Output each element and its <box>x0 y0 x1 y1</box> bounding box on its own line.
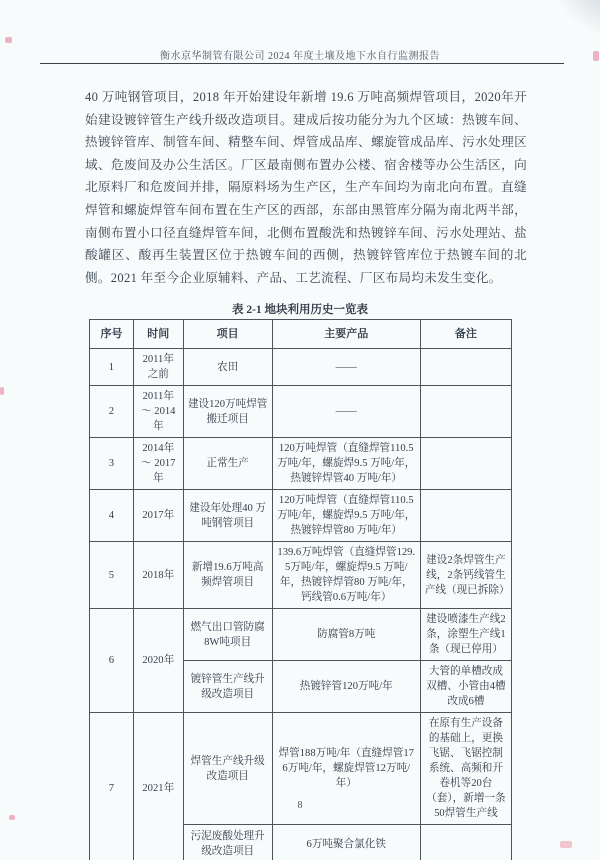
cell-note: 建设喷漆生产线2条，涂塑生产线1条（现已停用） <box>420 609 511 661</box>
cell-note <box>420 349 511 386</box>
column-header-product: 主要产品 <box>272 320 420 349</box>
cell-note <box>420 490 511 542</box>
cell-project: 焊管生产线升级改造项目 <box>183 713 272 825</box>
cell-project: 污泥废酸处理升级改造项目 <box>183 825 272 860</box>
header-divider <box>40 63 564 64</box>
table-row <box>90 349 512 386</box>
cell-no: 1 <box>90 349 134 386</box>
cell-note <box>420 386 511 438</box>
cell-time: 2021年 <box>133 713 183 860</box>
cell-project: 燃气出口管防腐 8W吨项目 <box>183 609 272 661</box>
cell-project: 新增19.6万吨高频焊管项目 <box>183 542 272 609</box>
scan-artifact <box>5 37 12 43</box>
land-use-history-table <box>89 319 512 860</box>
scan-artifact <box>560 841 572 848</box>
cell-product: 120万吨焊管（直缝焊管110.5万吨/年，螺旋焊9.5 万吨/年，热镀锌焊管40 万吨/年） <box>272 438 420 490</box>
table-row <box>90 542 512 609</box>
cell-product: 焊管188万吨/年（直缝焊管176万吨/年，螺旋焊管12万吨/年） <box>272 713 420 825</box>
cell-product: —— <box>272 349 420 386</box>
column-header-note: 备注 <box>420 320 511 349</box>
table-row <box>90 609 512 661</box>
column-header-project: 项目 <box>183 320 272 349</box>
cell-no: 2 <box>90 386 134 438</box>
scan-smudge <box>548 0 600 42</box>
cell-time: 2011年～ 2014年 <box>133 386 183 438</box>
cell-project: 正常生产 <box>183 438 272 490</box>
cell-project: 镀锌管生产线升级改造项目 <box>183 661 272 713</box>
cell-product: 139.6万吨焊管（直缝焊管129.5万吨/年，螺旋焊9.5 万吨/年，热镀锌焊管80 万吨/年，钙线管0.6万吨/年） <box>272 542 420 609</box>
cell-note: 大管的单槽改成双槽、小管由4槽改成6槽 <box>420 661 511 713</box>
cell-project: 建设120万吨焊管 搬迁项目 <box>183 386 272 438</box>
table-header-row <box>90 320 512 349</box>
scan-artifact <box>0 387 4 395</box>
cell-product: 6万吨聚合氯化铁 <box>272 825 420 860</box>
cell-product: 热镀锌管120万吨/年 <box>272 661 420 713</box>
cell-product: 120万吨焊管（直缝焊管110.5万吨/年，螺旋焊9.5 万吨/年，热镀锌焊管80 万吨/年） <box>272 490 420 542</box>
table-caption: 表 2-1 地块利用历史一览表 <box>231 304 369 316</box>
cell-product: 防腐管8万吨 <box>272 609 420 661</box>
report-header-title: 衡水京华制管有限公司 2024 年度土壤及地下水自行监测报告 <box>160 51 440 62</box>
cell-product: —— <box>272 386 420 438</box>
scan-artifact <box>9 815 15 820</box>
cell-time: 2011年之前 <box>133 349 183 386</box>
cell-no: 5 <box>90 542 134 609</box>
cell-note: 在原有生产设备的基础上，更换飞锯、飞锯控制系统、高频和开卷机等20台（套），新增一条50焊管生产线 <box>420 713 511 825</box>
cell-project: 建设年处理40 万吨钢管项目 <box>183 490 272 542</box>
cell-time: 2014年～ 2017年 <box>133 438 183 490</box>
table-row <box>90 490 512 542</box>
cell-note <box>420 825 511 860</box>
cell-time: 2020年 <box>133 609 183 713</box>
table-row <box>90 386 512 438</box>
cell-project: 农田 <box>183 349 272 386</box>
cell-note <box>420 438 511 490</box>
table-row <box>90 438 512 490</box>
cell-note: 建设2条焊管生产线，2条钙线管生产线（现已拆除） <box>420 542 511 609</box>
column-header-time: 时间 <box>133 320 183 349</box>
cell-no: 6 <box>90 609 134 713</box>
page-number: 8 <box>297 800 303 811</box>
cell-time: 2017年 <box>133 490 183 542</box>
cell-time: 2018年 <box>133 542 183 609</box>
cell-no: 3 <box>90 438 134 490</box>
cell-no: 7 <box>90 713 134 860</box>
cell-no: 4 <box>90 490 134 542</box>
column-header-no: 序号 <box>90 320 134 349</box>
body-paragraph: 40 万吨钢管项目，2018 年开始建设年新增 19.6 万吨高频焊管项目，2020年开始建设镀锌管生产线升级改造项目。建成后按功能分为九个区域：热镀车间、热镀锌管库、制管车间、精整车间、焊管成品库、螺旋管成品库、污水处理区域、危废间及办公生活区。厂区最南侧布置办公楼、宿舍楼等办公生活区，向北原料厂和危废间并排，隔原料场为生产区，生产车间均为南北向布置。直缝焊管和螺旋焊管车间布置在生产区的西部，东部由黑管库分隔为南北两半部，南侧布置小口径直缝焊管车间，北侧布置酸洗和热镀锌车间、污水处理站、盐酸罐区、酸再生装置区位于热镀车间的西侧，热镀锌管库位于热镀车间的北侧。2021 年至今企业原辅料、产品、工艺流程、厂区布局均未发生变化。 <box>85 90 527 285</box>
